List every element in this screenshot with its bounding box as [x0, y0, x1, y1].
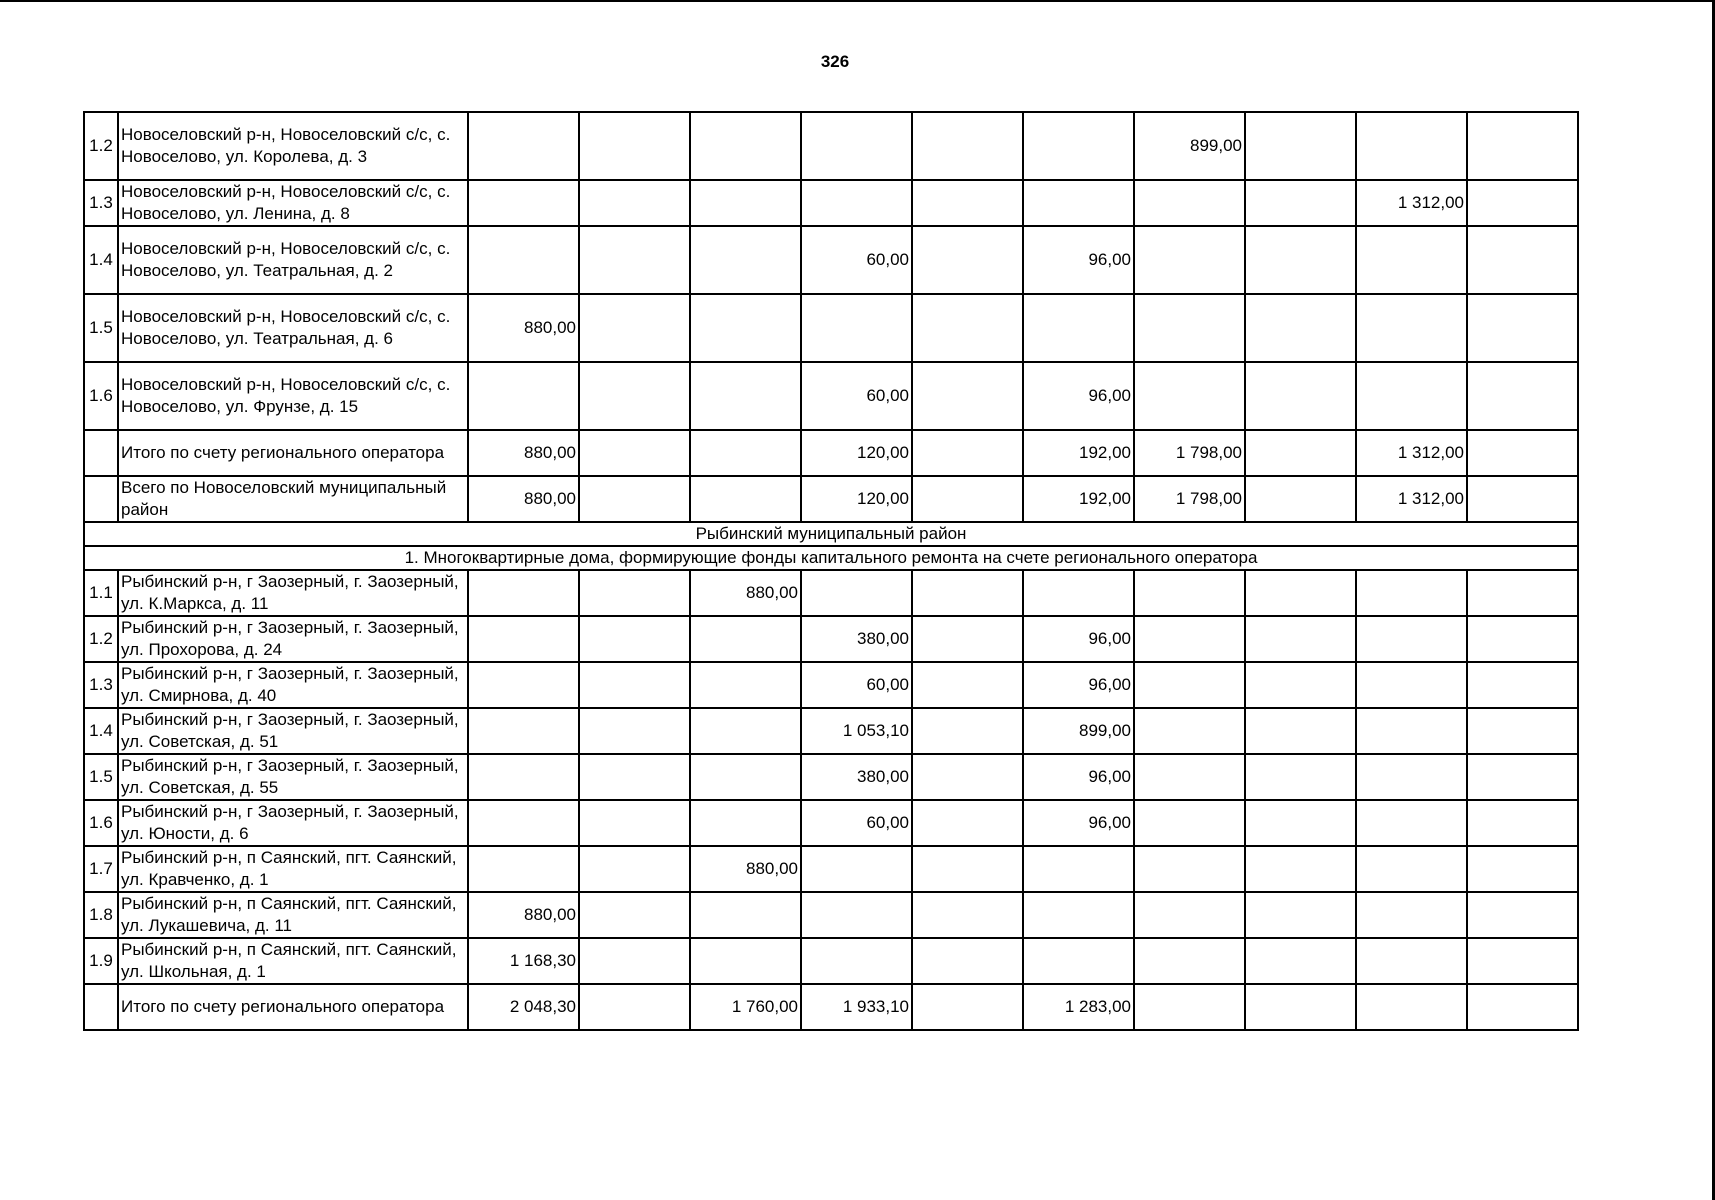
value-cell — [1245, 362, 1356, 430]
value-cell — [801, 294, 912, 362]
table-row — [84, 754, 1578, 800]
value-cell — [912, 430, 1023, 476]
value-cell — [1467, 112, 1578, 180]
value-cell — [912, 708, 1023, 754]
value-cell — [1356, 616, 1467, 662]
value-cell — [912, 112, 1023, 180]
value-cell — [801, 112, 912, 180]
value-cell: 880,00 — [690, 570, 801, 616]
address-cell: Рыбинский р-н, г Заозерный, г. Заозерный, ул. Юности, д. 6 — [118, 800, 468, 846]
value-cell — [1356, 362, 1467, 430]
value-cell — [1245, 226, 1356, 294]
address-cell: Новоселовский р-н, Новоселовский с/с, с. Новоселово, ул. Ленина, д. 8 — [118, 180, 468, 226]
section-row — [84, 522, 1578, 546]
value-cell: 380,00 — [801, 616, 912, 662]
value-cell — [912, 662, 1023, 708]
value-cell — [1467, 616, 1578, 662]
value-cell: 96,00 — [1023, 800, 1134, 846]
value-cell — [1467, 180, 1578, 226]
value-cell: 1 312,00 — [1356, 430, 1467, 476]
table-row — [84, 892, 1578, 938]
value-cell — [468, 662, 579, 708]
value-cell — [690, 754, 801, 800]
novoselovsky-block — [84, 112, 1578, 522]
value-cell — [690, 800, 801, 846]
value-cell: 96,00 — [1023, 662, 1134, 708]
value-cell — [1023, 112, 1134, 180]
value-cell — [1467, 754, 1578, 800]
value-cell — [1245, 294, 1356, 362]
table-row — [84, 476, 1578, 522]
value-cell — [912, 754, 1023, 800]
value-cell — [690, 294, 801, 362]
value-cell — [1134, 892, 1245, 938]
table-row — [84, 846, 1578, 892]
value-cell — [579, 662, 690, 708]
value-cell: 899,00 — [1134, 112, 1245, 180]
value-cell — [1467, 570, 1578, 616]
value-cell — [1356, 754, 1467, 800]
value-cell — [579, 708, 690, 754]
row-number — [84, 430, 118, 476]
value-cell: 1 798,00 — [1134, 476, 1245, 522]
value-cell — [579, 430, 690, 476]
address-cell: Рыбинский р-н, г Заозерный, г. Заозерный, ул. Советская, д. 51 — [118, 708, 468, 754]
address-cell: Всего по Новоселовский муниципальный район — [118, 476, 468, 522]
value-cell — [690, 226, 801, 294]
value-cell — [1134, 294, 1245, 362]
value-cell — [1023, 570, 1134, 616]
value-cell: 880,00 — [468, 476, 579, 522]
value-cell — [1467, 984, 1578, 1030]
row-number — [84, 984, 118, 1030]
value-cell — [468, 570, 579, 616]
value-cell — [1245, 662, 1356, 708]
row-number: 1.3 — [84, 662, 118, 708]
value-cell — [579, 476, 690, 522]
address-cell: Новоселовский р-н, Новоселовский с/с, с. Новоселово, ул. Королева, д. 3 — [118, 112, 468, 180]
value-cell — [468, 800, 579, 846]
value-cell: 120,00 — [801, 476, 912, 522]
table-row — [84, 984, 1578, 1030]
value-cell: 96,00 — [1023, 362, 1134, 430]
value-cell — [468, 616, 579, 662]
value-cell — [1134, 616, 1245, 662]
value-cell: 96,00 — [1023, 754, 1134, 800]
value-cell — [912, 616, 1023, 662]
value-cell: 1 312,00 — [1356, 180, 1467, 226]
value-cell: 1 798,00 — [1134, 430, 1245, 476]
value-cell — [912, 362, 1023, 430]
row-number: 1.3 — [84, 180, 118, 226]
value-cell — [1356, 938, 1467, 984]
value-cell: 60,00 — [801, 800, 912, 846]
value-cell — [1467, 938, 1578, 984]
value-cell — [579, 570, 690, 616]
address-cell: Итого по счету регионального оператора — [118, 430, 468, 476]
table-row — [84, 708, 1578, 754]
value-cell — [690, 476, 801, 522]
value-cell — [468, 708, 579, 754]
value-cell — [1356, 800, 1467, 846]
value-cell — [1467, 800, 1578, 846]
value-cell — [579, 892, 690, 938]
value-cell — [1467, 662, 1578, 708]
value-cell — [1245, 476, 1356, 522]
address-cell: Рыбинский р-н, п Саянский, пгт. Саянский, ул. Лукашевича, д. 11 — [118, 892, 468, 938]
table-row — [84, 112, 1578, 180]
row-number: 1.4 — [84, 708, 118, 754]
address-cell: Рыбинский р-н, п Саянский, пгт. Саянский, ул. Школьная, д. 1 — [118, 938, 468, 984]
value-cell: 880,00 — [468, 294, 579, 362]
subsection-row — [84, 546, 1578, 570]
value-cell — [468, 226, 579, 294]
value-cell — [1245, 754, 1356, 800]
row-number: 1.6 — [84, 362, 118, 430]
table-row — [84, 294, 1578, 362]
value-cell — [1134, 800, 1245, 846]
value-cell — [1023, 938, 1134, 984]
value-cell — [801, 938, 912, 984]
value-cell — [801, 570, 912, 616]
value-cell — [1467, 846, 1578, 892]
value-cell: 380,00 — [801, 754, 912, 800]
value-cell — [1245, 616, 1356, 662]
value-cell — [1134, 180, 1245, 226]
scan-border-top — [0, 0, 1715, 2]
row-number: 1.5 — [84, 294, 118, 362]
value-cell: 60,00 — [801, 226, 912, 294]
value-cell — [1467, 430, 1578, 476]
table-row — [84, 662, 1578, 708]
value-cell: 120,00 — [801, 430, 912, 476]
address-cell: Рыбинский р-н, г Заозерный, г. Заозерный, ул. Советская, д. 55 — [118, 754, 468, 800]
value-cell — [1134, 226, 1245, 294]
value-cell — [912, 938, 1023, 984]
value-cell — [1245, 938, 1356, 984]
address-cell: Рыбинский р-н, г Заозерный, г. Заозерный, ул. Прохорова, д. 24 — [118, 616, 468, 662]
value-cell: 192,00 — [1023, 430, 1134, 476]
value-cell — [1134, 362, 1245, 430]
value-cell — [1134, 754, 1245, 800]
value-cell: 1 283,00 — [1023, 984, 1134, 1030]
value-cell — [579, 800, 690, 846]
value-cell: 880,00 — [468, 430, 579, 476]
value-cell — [912, 476, 1023, 522]
value-cell — [1134, 938, 1245, 984]
value-cell — [1356, 112, 1467, 180]
row-number: 1.2 — [84, 616, 118, 662]
value-cell — [579, 938, 690, 984]
table-row — [84, 180, 1578, 226]
value-cell — [1245, 892, 1356, 938]
value-cell — [1245, 708, 1356, 754]
row-number: 1.2 — [84, 112, 118, 180]
value-cell — [1134, 984, 1245, 1030]
value-cell — [1245, 180, 1356, 226]
value-cell — [912, 180, 1023, 226]
address-cell: Новоселовский р-н, Новоселовский с/с, с. Новоселово, ул. Театральная, д. 2 — [118, 226, 468, 294]
value-cell — [1467, 892, 1578, 938]
rybinsky-header-block — [84, 522, 1578, 570]
value-cell — [579, 226, 690, 294]
row-number: 1.1 — [84, 570, 118, 616]
row-number: 1.6 — [84, 800, 118, 846]
value-cell — [1356, 846, 1467, 892]
address-cell: Рыбинский р-н, г Заозерный, г. Заозерный, ул. К.Маркса, д. 11 — [118, 570, 468, 616]
value-cell — [690, 708, 801, 754]
value-cell: 1 312,00 — [1356, 476, 1467, 522]
value-cell — [690, 362, 801, 430]
row-number: 1.5 — [84, 754, 118, 800]
table-row — [84, 570, 1578, 616]
row-number — [84, 476, 118, 522]
value-cell — [912, 294, 1023, 362]
value-cell — [1467, 294, 1578, 362]
value-cell — [468, 180, 579, 226]
value-cell — [1356, 294, 1467, 362]
value-cell — [468, 112, 579, 180]
value-cell — [1134, 708, 1245, 754]
address-cell: Рыбинский р-н, п Саянский, пгт. Саянский, ул. Кравченко, д. 1 — [118, 846, 468, 892]
table-row — [84, 800, 1578, 846]
value-cell — [1467, 476, 1578, 522]
value-cell — [1023, 892, 1134, 938]
value-cell — [690, 112, 801, 180]
value-cell — [690, 616, 801, 662]
value-cell: 2 048,30 — [468, 984, 579, 1030]
table-row — [84, 616, 1578, 662]
value-cell — [1467, 362, 1578, 430]
value-cell — [1245, 430, 1356, 476]
value-cell — [579, 846, 690, 892]
value-cell: 192,00 — [1023, 476, 1134, 522]
value-cell — [1245, 112, 1356, 180]
value-cell — [690, 430, 801, 476]
value-cell: 880,00 — [468, 892, 579, 938]
table-row — [84, 362, 1578, 430]
repair-schedule-table — [83, 111, 1579, 1031]
value-cell — [690, 180, 801, 226]
value-cell — [912, 846, 1023, 892]
rybinsky-block — [84, 570, 1578, 1030]
value-cell — [801, 846, 912, 892]
table-row — [84, 938, 1578, 984]
value-cell: 1 933,10 — [801, 984, 912, 1030]
value-cell — [1356, 226, 1467, 294]
value-cell — [801, 180, 912, 226]
value-cell — [468, 846, 579, 892]
value-cell: 899,00 — [1023, 708, 1134, 754]
page-number: 326 — [820, 52, 850, 71]
value-cell — [1134, 662, 1245, 708]
value-cell — [1023, 846, 1134, 892]
address-cell: Новоселовский р-н, Новоселовский с/с, с. Новоселово, ул. Фрунзе, д. 15 — [118, 362, 468, 430]
value-cell — [1356, 570, 1467, 616]
value-cell — [579, 180, 690, 226]
address-cell: Итого по счету регионального оператора — [118, 984, 468, 1030]
row-number: 1.4 — [84, 226, 118, 294]
value-cell — [1023, 180, 1134, 226]
value-cell — [912, 226, 1023, 294]
value-cell: 96,00 — [1023, 616, 1134, 662]
value-cell — [1023, 294, 1134, 362]
value-cell — [690, 938, 801, 984]
value-cell — [468, 362, 579, 430]
value-cell — [468, 754, 579, 800]
table-row — [84, 430, 1578, 476]
value-cell — [1467, 226, 1578, 294]
row-number: 1.9 — [84, 938, 118, 984]
value-cell: 1 168,30 — [468, 938, 579, 984]
value-cell: 880,00 — [690, 846, 801, 892]
value-cell: 1 760,00 — [690, 984, 801, 1030]
value-cell: 1 053,10 — [801, 708, 912, 754]
value-cell — [690, 662, 801, 708]
value-cell — [1356, 892, 1467, 938]
value-cell — [1245, 846, 1356, 892]
subsection-title: 1. Многоквартирные дома, формирующие фонды капитального ремонта на счете регионального оператора — [84, 546, 1578, 570]
row-number: 1.8 — [84, 892, 118, 938]
value-cell — [912, 984, 1023, 1030]
value-cell — [579, 294, 690, 362]
value-cell — [1245, 800, 1356, 846]
value-cell — [1356, 708, 1467, 754]
value-cell — [1245, 570, 1356, 616]
value-cell — [801, 892, 912, 938]
value-cell — [1467, 708, 1578, 754]
value-cell: 60,00 — [801, 362, 912, 430]
table-row — [84, 226, 1578, 294]
row-number: 1.7 — [84, 846, 118, 892]
address-cell: Рыбинский р-н, г Заозерный, г. Заозерный, ул. Смирнова, д. 40 — [118, 662, 468, 708]
value-cell: 96,00 — [1023, 226, 1134, 294]
value-cell — [1356, 662, 1467, 708]
value-cell — [579, 984, 690, 1030]
value-cell — [579, 112, 690, 180]
value-cell — [1134, 570, 1245, 616]
address-cell: Новоселовский р-н, Новоселовский с/с, с. Новоселово, ул. Театральная, д. 6 — [118, 294, 468, 362]
value-cell — [579, 362, 690, 430]
value-cell — [912, 892, 1023, 938]
value-cell — [690, 892, 801, 938]
value-cell — [579, 616, 690, 662]
section-title: Рыбинский муниципальный район — [84, 522, 1578, 546]
value-cell — [1134, 846, 1245, 892]
value-cell — [912, 800, 1023, 846]
value-cell — [1356, 984, 1467, 1030]
value-cell — [579, 754, 690, 800]
value-cell: 60,00 — [801, 662, 912, 708]
value-cell — [912, 570, 1023, 616]
value-cell — [1245, 984, 1356, 1030]
